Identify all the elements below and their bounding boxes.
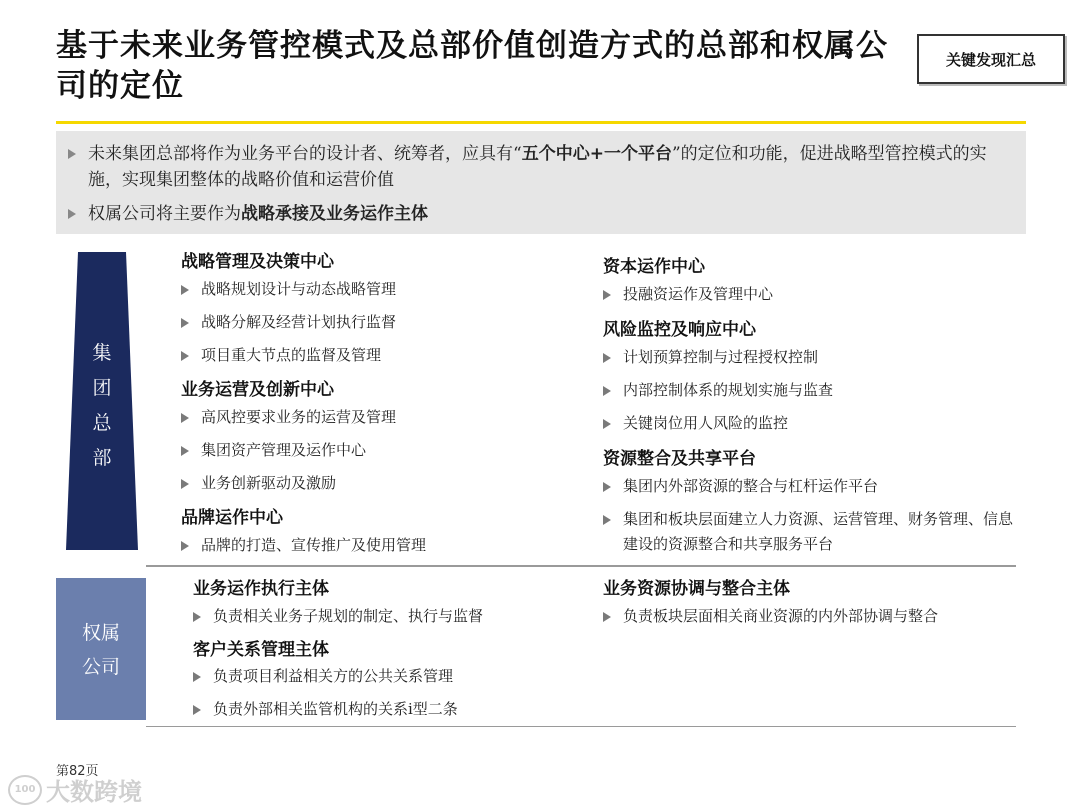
bullet-arrow-icon — [603, 612, 611, 622]
hq-bullet — [603, 474, 878, 499]
summary-text — [88, 141, 1018, 193]
watermark-text: 大数跨境 — [46, 778, 142, 806]
hq-bullet — [181, 277, 396, 302]
subsidiary-label-line: 公司 — [81, 656, 120, 678]
summary-item — [68, 201, 1018, 227]
bullet-arrow-icon — [193, 612, 201, 622]
bullet-arrow-icon — [603, 482, 611, 492]
hq-bullet-text: 计划预算控制与过程授权控制 — [623, 348, 819, 366]
subsidiary-category-title: 客户关系管理主体 — [193, 640, 329, 660]
bullet-arrow-icon — [603, 386, 611, 396]
hq-bullet-text: 项目重大节点的监督及管理 — [201, 346, 382, 364]
bullet-arrow-icon — [603, 419, 611, 429]
bullet-arrow-icon — [181, 479, 189, 489]
subsidiary-bullet-text: 负责相关业务子规划的制定、执行与监督 — [213, 607, 484, 625]
watermark — [8, 772, 142, 807]
subsidiary-category-title: 业务运作执行主体 — [193, 579, 329, 599]
bullet-arrow-icon — [181, 318, 189, 328]
hq-bullet-text: 战略分解及经营计划执行监督 — [201, 313, 397, 331]
bullet-arrow-icon — [181, 285, 189, 295]
bullet-arrow-icon — [193, 705, 201, 715]
subsidiary-label-line: 权属 — [81, 622, 120, 644]
subsidiary-bullet — [193, 697, 458, 722]
hq-label — [66, 336, 138, 476]
hq-category-title: 风险监控及响应中心 — [603, 320, 756, 340]
subsidiary-bullet — [193, 604, 483, 629]
subsidiary-bullet-text: 负责板块层面相关商业资源的内外部协调与整合 — [623, 607, 939, 625]
summary-highlight: 五个中心+一个平台 — [521, 144, 672, 164]
hq-bullet-text: 战略规划设计与动态战略管理 — [201, 280, 397, 298]
subsidiary-category-title: 业务资源协调与整合主体 — [603, 579, 790, 599]
bullet-arrow-icon — [603, 290, 611, 300]
summary-panel — [56, 131, 1026, 234]
bullet-arrow-icon — [193, 672, 201, 682]
key-findings-badge: 关键发现汇总 — [917, 34, 1065, 84]
hq-label-char: 集 — [92, 342, 112, 364]
subsidiary-bullet — [603, 604, 938, 629]
accent-divider — [56, 121, 1026, 124]
subsidiary-bullet-text: 负责项目利益相关方的公共关系管理 — [213, 667, 454, 685]
hq-category-title: 资本运作中心 — [603, 257, 705, 277]
hq-bullet — [181, 471, 336, 496]
hq-label-char: 总 — [92, 412, 112, 434]
hq-bullet-text: 关键岗位用人风险的监控 — [623, 414, 789, 432]
page-title: 基于未来业务管控模式及总部价值创造方式的总部和权属公司的定位 — [56, 28, 888, 104]
hq-bullet-text: 集团和板块层面建立人力资源、运营管理、财务管理、信息建设的资源整合和共享服务平台 — [623, 510, 1014, 553]
summary-text-part: 权属公司将主要作为 — [88, 204, 241, 224]
bullet-arrow-icon — [603, 353, 611, 363]
hq-category-title: 品牌运作中心 — [181, 508, 283, 528]
hq-category-title: 资源整合及共享平台 — [603, 449, 756, 469]
summary-text — [88, 201, 1018, 227]
bullet-arrow-icon — [603, 515, 611, 525]
hq-bullet — [603, 282, 773, 307]
hq-bullet-text: 集团资产管理及运作中心 — [201, 441, 367, 459]
hq-category-title: 业务运营及创新中心 — [181, 380, 334, 400]
subsidiary-bullet — [193, 664, 453, 689]
hq-bullet-text: 集团内外部资源的整合与杠杆运作平台 — [623, 477, 879, 495]
hq-label-char: 团 — [92, 377, 112, 399]
hq-bullet — [181, 533, 426, 558]
hq-category-title: 战略管理及决策中心 — [181, 252, 334, 272]
hq-bullet-text: 品牌的打造、宣传推广及使用管理 — [201, 536, 427, 554]
watermark-logo-icon: 100 — [8, 775, 42, 805]
summary-item — [68, 141, 1018, 193]
subsidiary-bullet-text: 负责外部相关监管机构的关系i型二条 — [213, 700, 458, 718]
hq-bullet — [603, 411, 788, 436]
page-number: 第82页 — [56, 764, 99, 779]
bullet-arrow-icon — [181, 351, 189, 361]
hq-bullet-text: 高风控要求业务的运营及管理 — [201, 408, 397, 426]
summary-text-part: ”的定位和功能，促进战略型管控模式的实施，实现集团整体的战略价值和运营价值 — [88, 144, 987, 190]
summary-text-part: 未来集团总部将作为业务平台的设计者、统筹者，应具有“ — [88, 144, 522, 164]
hq-bullet-text: 业务创新驱动及激励 — [201, 474, 337, 492]
hq-bullet-text: 内部控制体系的规划实施与监查 — [623, 381, 834, 399]
hq-bullet — [603, 378, 833, 403]
subsidiary-label — [56, 616, 146, 684]
hq-bullet — [603, 345, 818, 370]
bullet-arrow-icon — [181, 541, 189, 551]
hq-bullet — [181, 405, 396, 430]
bullet-arrow-icon — [181, 413, 189, 423]
hq-bullet — [603, 507, 1013, 557]
hq-bullet — [181, 310, 396, 335]
hq-bullet-text: 投融资运作及管理中心 — [623, 285, 774, 303]
bullet-arrow-icon — [181, 446, 189, 456]
summary-highlight: 战略承接及业务运作主体 — [241, 204, 428, 224]
bullet-arrow-icon — [68, 209, 76, 219]
hq-bullet — [181, 438, 366, 463]
section-divider — [146, 726, 1016, 727]
bullet-arrow-icon — [68, 149, 76, 159]
hq-bullet — [181, 343, 381, 368]
section-divider — [146, 565, 1016, 567]
hq-label-char: 部 — [92, 447, 112, 469]
